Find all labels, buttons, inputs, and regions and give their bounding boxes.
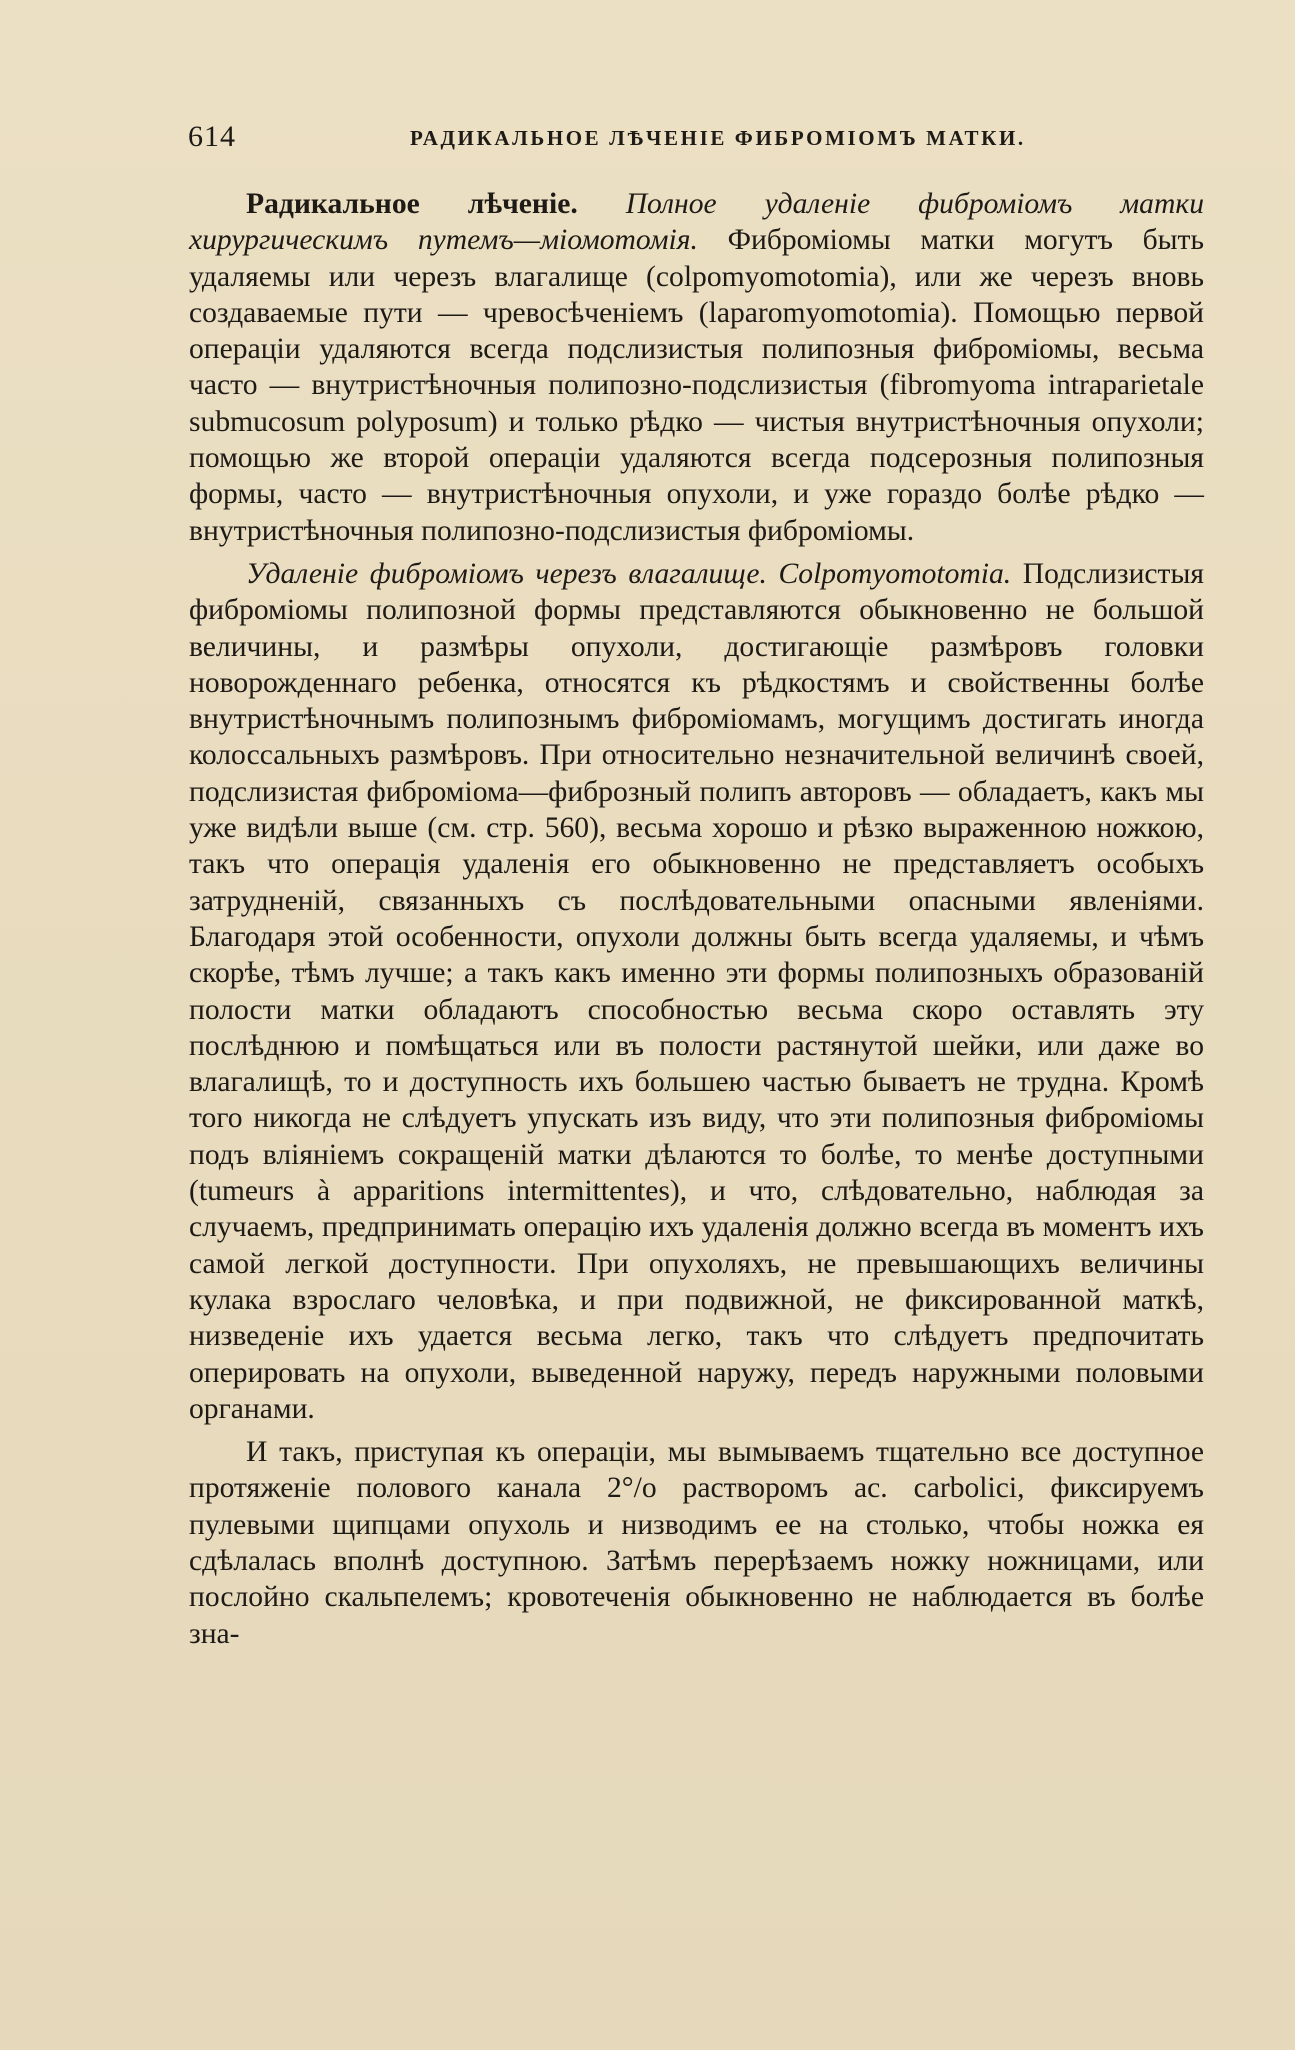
text-run: Фиброміомы матки могутъ быть удаляемы или черезъ влагалище (colpomyomotomia), или же черезъ вновь создаваемые пути — чревосѣченіемъ (laparomyomotomia). Помощью первой операціи удаляются всегда подслизистыя полипозныя фиброміомы, весьма часто — внутристѣночныя полипозно-подслизистыя (fibromyoma intraparietale submucosum polyposum) и только рѣдко — чистыя внутристѣночныя опухоли; помощью же второй операціи удаляются всегда подсерозныя полипозныя формы, часто — внутристѣночныя опухоли, и уже гораздо болѣе рѣдко — внутристѣночныя полипозно-подслизистыя фиброміомы. — [189, 224, 1204, 547]
section-heading: Радикальное лѣченіе. — [246, 188, 578, 220]
paragraph-colpomyomotomia — [189, 556, 1204, 1427]
subheading-italic: Полное удаленіе фиброміомъ матки хирургическимъ путемъ—міомотомія. — [189, 188, 1204, 257]
running-head — [188, 120, 1205, 154]
paragraph-radical-treatment — [189, 186, 1204, 549]
text-run — [578, 188, 626, 220]
paragraph-operation — [189, 1434, 1204, 1652]
text-run: Подслизистыя фиброміомы полипозной формы представляются обыкновенно не большой величины, и размѣры опухоли, достигающіе размѣровъ головки новорожденнаго ребенка, относятся къ рѣдкостямъ и свойственны болѣе внутристѣночнымъ полипознымъ фиброміомамъ, могущимъ достигать иногда колоссальныхъ размѣровъ. При относительно незначительной величинѣ своей, подслизистая фиброміома—фиброзный полипъ авторовъ — обладаетъ, какъ мы уже видѣли выше (см. стр. 560), весьма хорошо и рѣзко выраженною ножкою, такъ что операція удаленія его обыкновенно не представляетъ особыхъ затрудненій, связанныхъ съ послѣдовательными опасными явленіями. Благодаря этой особенности, опухоли должны быть всегда удаляемы, и чѣмъ скорѣе, тѣмъ лучше; а такъ какъ именно эти формы полипозныхъ образованій полости матки обладаютъ способностью весьма скоро оставлять эту послѣднюю и помѣщаться или въ полости растянутой шейки, или даже во влагалищѣ, то и доступность ихъ большею частью бываетъ не трудна. Кромѣ того никогда не слѣдуетъ упускать изъ виду, что эти полипозныя фиброміомы подъ вліяніемъ сокращеній матки дѣлаются то болѣе, то менѣе доступными (tumeurs à apparitions intermittentes), и что, слѣдовательно, наблюдая за случаемъ, предпринимать операцію ихъ удаленія должно всегда въ моментъ ихъ самой легкой доступности. При опухоляхъ, не превышающихъ величины кулака взрослаго человѣка, и при подвижной, не фиксированной маткѣ, низведеніе ихъ удается весьма легко, такъ что слѣдуетъ предпочитать оперировать на опухоли, выведенной наружу, передъ наружными половыми органами. — [189, 557, 1204, 1425]
subheading-italic: Удаленіе фиброміомъ черезъ влагалище. Colpomyomotomia. — [246, 557, 1012, 590]
text-run: И такъ, приступая къ операціи, мы вымываемъ тщательно все доступное протяженіе полового канала 2°/о растворомъ ac. carbolici, фиксируемъ пулевыми щипцами опухоль и низводимъ ее на столько, чтобы ножка ея сдѣлалась вполнѣ доступною. Затѣмъ перерѣзаемъ ножку ножницами, или послойно скальпелемъ; кровотеченія обыкновенно не наблюдается въ болѣе зна- — [189, 1436, 1204, 1650]
page-number: 614 — [188, 120, 236, 153]
body-text — [189, 186, 1204, 1652]
running-title: РАДИКАЛЬНОЕ ЛѢЧЕНІЕ ФИБРОМІОМЪ МАТКИ. — [410, 126, 1026, 150]
